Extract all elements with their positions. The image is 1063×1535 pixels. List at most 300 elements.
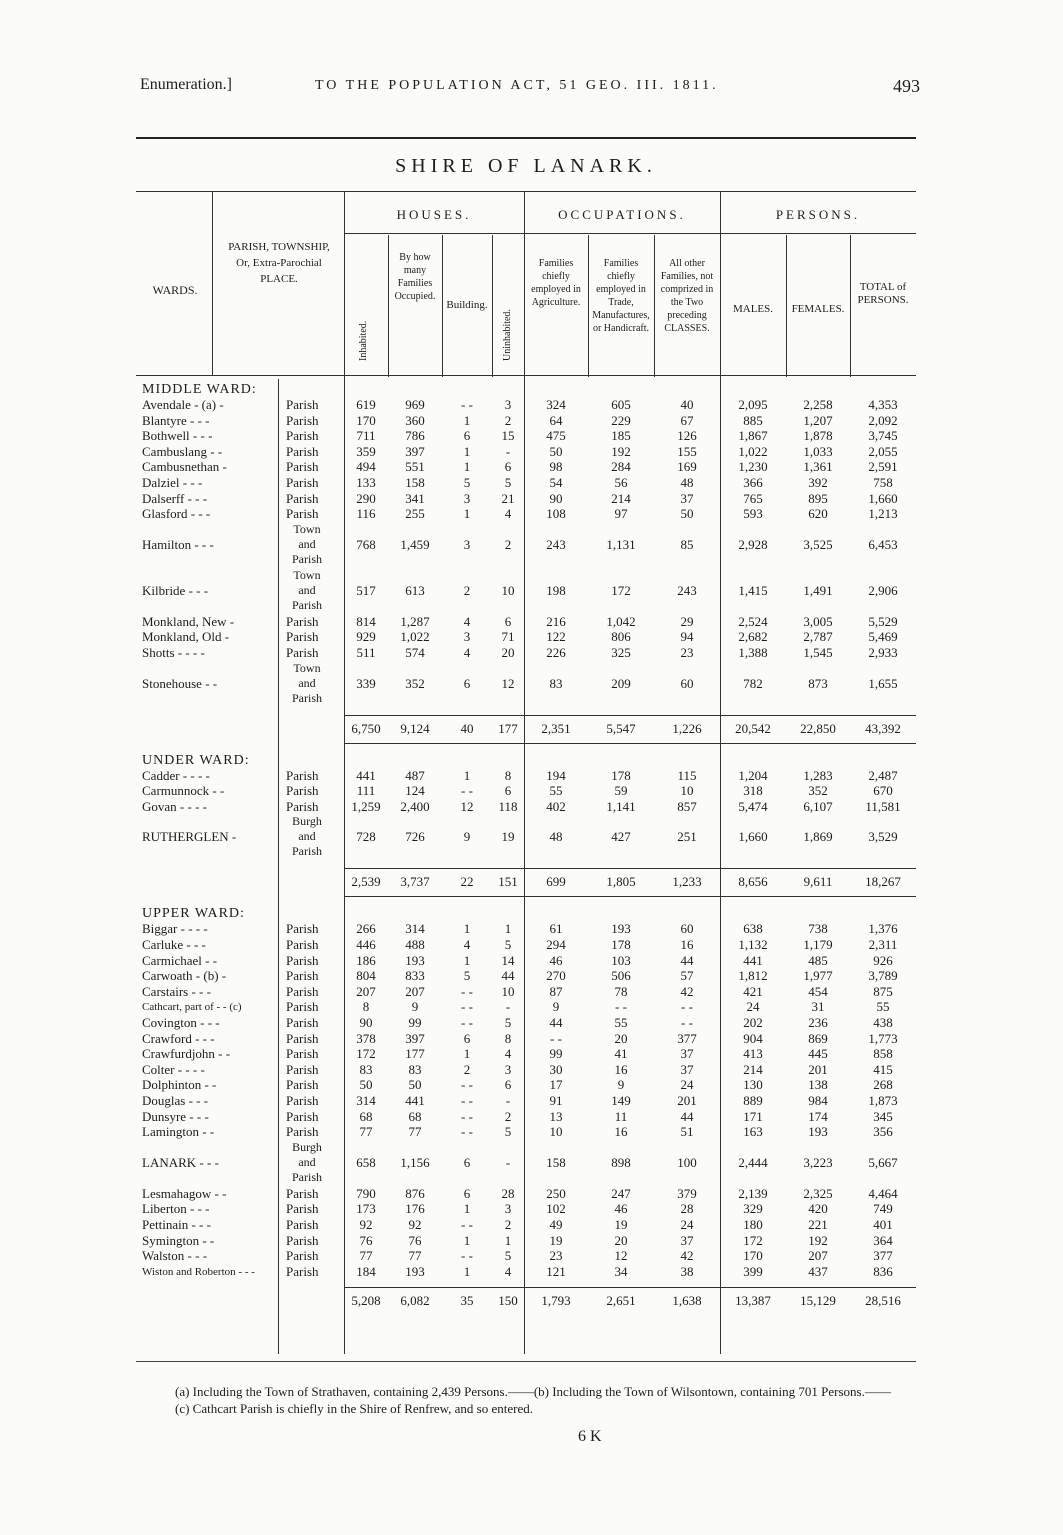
agriculture-cell: 198 [546, 582, 566, 598]
place-type: Parish [286, 952, 319, 968]
other-total: 1,638 [672, 1293, 702, 1309]
trade-cell: 1,141 [606, 798, 636, 814]
agriculture-cell: 49 [549, 1217, 563, 1232]
trade-cell: 209 [611, 675, 631, 691]
total-cell: 5,529 [868, 613, 898, 629]
families-cell: 77 [408, 1124, 422, 1140]
inhabited-cell: 172 [356, 1046, 376, 1062]
trade-cell: 284 [611, 459, 631, 475]
trade-cell: 1,042 [606, 613, 636, 629]
other-cell: 857 [677, 798, 697, 814]
other-cell: 379 [677, 1185, 697, 1201]
males-cell: 329 [743, 1201, 763, 1217]
uninhabited-cell: - [505, 999, 511, 1015]
males-cell: 399 [743, 1263, 763, 1279]
building-cell: - - [461, 397, 473, 412]
total-cell: 2,092 [868, 412, 898, 428]
building-cell: 1 [463, 412, 471, 428]
building-cell: 1 [463, 506, 471, 522]
agriculture-cell: 9 [552, 999, 560, 1015]
inhabited-header: Inhabited. [358, 320, 369, 361]
families-cell: 1,287 [400, 613, 430, 629]
place-type: Parish [286, 1185, 319, 1201]
uninhabited-cell: 15 [501, 428, 515, 444]
families-cell: 786 [405, 428, 425, 444]
table-row [136, 1186, 916, 1202]
males-cell: 441 [743, 952, 763, 968]
agriculture-cell: 50 [549, 443, 563, 459]
agriculture-cell: 30 [549, 1061, 563, 1077]
inhabited-cell: 711 [356, 428, 376, 444]
place-name: Monkland, New - [142, 613, 235, 629]
agriculture-cell: 216 [546, 613, 566, 629]
other-cell: 243 [677, 582, 697, 598]
males-total: 13,387 [735, 1293, 771, 1309]
building-cell: - - [461, 1077, 473, 1093]
building-cell: 6 [463, 1030, 471, 1046]
families-cell: 255 [405, 506, 425, 522]
agriculture-cell: 13 [549, 1108, 563, 1124]
trade-cell: 325 [611, 645, 631, 660]
uninhabited-cell: - [505, 1154, 511, 1170]
families-header: By how many Families Occupied. [394, 252, 436, 302]
agriculture-cell: 17 [549, 1077, 563, 1093]
building-cell: 3 [463, 536, 471, 552]
place-type: Parish [286, 999, 319, 1015]
females-cell: 1,878 [803, 428, 833, 444]
inhabited-cell: 441 [356, 767, 376, 783]
inhabited-cell: 339 [356, 675, 376, 691]
header-rule [136, 375, 916, 376]
agriculture-cell: 83 [549, 675, 563, 691]
trade-total: 5,547 [606, 720, 636, 736]
agriculture-cell: 98 [549, 459, 563, 475]
uninhabited-cell: 5 [504, 1124, 512, 1140]
inhabited-cell: 76 [359, 1232, 373, 1248]
inhabited-cell: 92 [359, 1217, 373, 1232]
total-cell: 345 [873, 1108, 893, 1124]
inhabited-cell: 207 [356, 983, 376, 999]
building-cell: 5 [463, 475, 471, 490]
total-cell: 1,213 [868, 506, 898, 522]
trade-total: 2,651 [606, 1293, 636, 1309]
males-cell: 180 [743, 1217, 763, 1232]
females-total: 15,129 [800, 1293, 836, 1309]
uninhabited-cell: 71 [501, 629, 515, 645]
place-type: Parish [286, 397, 319, 412]
families-cell: 9 [411, 999, 419, 1015]
other-cell: 48 [680, 475, 694, 490]
families-cell: 397 [405, 1030, 425, 1046]
trade-cell: 605 [611, 397, 631, 412]
building-total: 35 [460, 1293, 474, 1309]
col-line [588, 235, 589, 377]
females-cell: 869 [808, 1030, 828, 1046]
males-cell: 889 [743, 1093, 763, 1108]
trade-cell: 16 [614, 1124, 628, 1140]
males-cell: 782 [743, 675, 763, 691]
other-cell: 28 [680, 1201, 694, 1217]
trade-cell: 55 [614, 1015, 628, 1030]
other-total: 1,226 [672, 720, 702, 736]
trade-cell: 34 [614, 1263, 628, 1279]
males-cell: 214 [743, 1061, 763, 1077]
females-cell: 6,107 [803, 798, 833, 814]
females-cell: 392 [808, 475, 828, 490]
trade-cell: - - [615, 999, 627, 1015]
families-cell: 176 [405, 1201, 425, 1217]
building-cell: - - [461, 1124, 473, 1140]
females-cell: 201 [808, 1061, 828, 1077]
table-row [136, 1031, 916, 1047]
total-cell: 5,469 [868, 629, 898, 645]
trade-cell: 178 [611, 937, 631, 952]
page-number: 493 [893, 76, 920, 96]
trade-cell: 172 [611, 582, 631, 598]
other-cell: 60 [680, 675, 694, 691]
trade-cell: 427 [611, 829, 631, 845]
table-row [136, 1046, 916, 1062]
uninhabited-cell: 28 [501, 1185, 515, 1201]
place-name: Shotts - - - - [142, 645, 205, 660]
agriculture-cell: 23 [549, 1248, 563, 1264]
wards-header: WARDS. [152, 283, 198, 297]
families-cell: 833 [405, 968, 425, 984]
uninhabited-cell: 5 [504, 475, 512, 490]
building-total: 40 [460, 720, 474, 736]
other-cell: 50 [680, 506, 694, 522]
families-total: 3,737 [400, 874, 430, 890]
other-cell: - - [681, 1015, 693, 1030]
females-header: FEMALES. [791, 303, 845, 315]
building-cell: 2 [463, 1061, 471, 1077]
place-type: Parish [286, 983, 319, 999]
agriculture-cell: 61 [549, 921, 563, 937]
table-row [136, 1201, 916, 1217]
place-name: Carluke - - - [142, 937, 206, 952]
place-name: Hamilton - - - [142, 536, 214, 552]
place-name: Cathcart, part of - - (c) [142, 1001, 242, 1014]
place-type: Parish [286, 1124, 319, 1140]
inhabited-cell: 804 [356, 968, 376, 984]
total-cell: 858 [873, 1046, 893, 1062]
males-cell: 885 [743, 412, 763, 428]
males-cell: 171 [743, 1108, 763, 1124]
trade-cell: 12 [614, 1248, 628, 1264]
males-header: MALES. [732, 303, 774, 315]
table-row [136, 799, 916, 815]
males-cell: 593 [743, 506, 763, 522]
building-cell: - - [461, 1093, 473, 1108]
females-cell: 1,179 [803, 937, 833, 952]
females-cell: 236 [808, 1015, 828, 1030]
place-type: Parish [286, 645, 319, 660]
families-cell: 441 [405, 1093, 425, 1108]
table-row [136, 614, 916, 630]
place-name: Monkland, Old - [142, 629, 230, 645]
agriculture-cell: 324 [546, 397, 566, 412]
females-cell: 895 [808, 490, 828, 506]
total-cell: 1,873 [868, 1093, 898, 1108]
place-type: Town and Parish [292, 521, 322, 566]
table-title: SHIRE OF LANARK. [395, 155, 657, 177]
other-cell: 67 [680, 412, 694, 428]
males-cell: 1,415 [738, 582, 768, 598]
uninhabited-cell: 3 [504, 1201, 512, 1217]
section-rule [344, 1287, 916, 1288]
total-total: 18,267 [865, 874, 901, 890]
place-type: Parish [286, 613, 319, 629]
building-cell: - - [461, 1108, 473, 1124]
males-cell: 2,095 [738, 397, 768, 412]
trade-total: 1,805 [606, 874, 636, 890]
total-row [136, 1293, 916, 1309]
col-line [654, 235, 655, 377]
place-name: Carmunnock - - [142, 783, 225, 799]
other-cell: 10 [680, 783, 694, 799]
table-row [136, 1248, 916, 1264]
place-name: Govan - - - - [142, 798, 207, 814]
total-cell: 268 [873, 1077, 893, 1093]
inhabited-cell: 170 [356, 412, 376, 428]
inhabited-cell: 378 [356, 1030, 376, 1046]
inhabited-cell: 77 [359, 1248, 373, 1264]
place-type: Parish [286, 1061, 319, 1077]
place-type: Parish [286, 1108, 319, 1124]
males-cell: 1,388 [738, 645, 768, 660]
trade-cell: 78 [614, 983, 628, 999]
col-line [850, 235, 851, 377]
males-cell: 765 [743, 490, 763, 506]
families-cell: 314 [405, 921, 425, 937]
section-rule [344, 743, 916, 744]
males-cell: 2,682 [738, 629, 768, 645]
agriculture-cell: 243 [546, 536, 566, 552]
building-cell: 1 [463, 1201, 471, 1217]
table-row [136, 506, 916, 522]
table-row [136, 1233, 916, 1249]
building-cell: - - [461, 783, 473, 799]
females-cell: 1,491 [803, 582, 833, 598]
males-cell: 1,230 [738, 459, 768, 475]
place-name: Walston - - - [142, 1248, 208, 1264]
table-row [136, 428, 916, 444]
trade-cell: 103 [611, 952, 631, 968]
uninhabited-cell: 2 [504, 412, 512, 428]
trade-cell: 19 [614, 1217, 628, 1232]
place-type: Parish [286, 1077, 319, 1093]
col-line [786, 235, 787, 377]
trade-cell: 46 [614, 1201, 628, 1217]
females-cell: 1,545 [803, 645, 833, 660]
inhabited-cell: 50 [359, 1077, 373, 1093]
col-line [442, 235, 443, 377]
uninhabited-cell: 1 [504, 1232, 512, 1248]
table-row [136, 459, 916, 475]
place-name: Dalserff - - - [142, 490, 208, 506]
agriculture-cell: 10 [549, 1124, 563, 1140]
other-cell: 37 [680, 1232, 694, 1248]
table-row [136, 999, 916, 1015]
table-row [136, 814, 916, 860]
females-cell: 31 [811, 999, 825, 1015]
females-cell: 207 [808, 1248, 828, 1264]
uninhabited-cell: 20 [501, 645, 515, 660]
section-rule [344, 896, 916, 897]
place-type: Parish [286, 798, 319, 814]
families-cell: 574 [405, 645, 425, 660]
other-cell: 29 [680, 613, 694, 629]
other-cell: 155 [677, 443, 697, 459]
total-cell: 11,581 [865, 798, 901, 814]
building-cell: 1 [463, 459, 471, 475]
families-cell: 77 [408, 1248, 422, 1264]
males-cell: 5,474 [738, 798, 768, 814]
agriculture-cell: 19 [549, 1232, 563, 1248]
table-row [136, 1217, 916, 1233]
total-total: 43,392 [865, 720, 901, 736]
agriculture-cell: 91 [549, 1093, 563, 1108]
families-cell: 1,156 [400, 1154, 430, 1170]
families-cell: 193 [405, 1263, 425, 1279]
uninhabited-cell: 4 [504, 506, 512, 522]
females-cell: 1,283 [803, 767, 833, 783]
males-cell: 130 [743, 1077, 763, 1093]
females-cell: 2,787 [803, 629, 833, 645]
trade-cell: 59 [614, 783, 628, 799]
females-cell: 174 [808, 1108, 828, 1124]
table-row [136, 937, 916, 953]
place-name: Cambuslang - - [142, 443, 223, 459]
families-cell: 397 [405, 443, 425, 459]
other-cell: 94 [680, 629, 694, 645]
total-cell: 356 [873, 1124, 893, 1140]
families-cell: 341 [405, 490, 425, 506]
total-row [136, 874, 916, 890]
uninhabited-cell: 6 [504, 783, 512, 799]
agriculture-cell: 121 [546, 1263, 566, 1279]
inhabited-cell: 116 [356, 506, 376, 522]
building-cell: 1 [463, 952, 471, 968]
females-total: 9,611 [803, 874, 833, 890]
uninhabited-cell: 10 [501, 983, 515, 999]
uninhabited-cell: 3 [504, 1061, 512, 1077]
inhabited-cell: 173 [356, 1201, 376, 1217]
males-cell: 163 [743, 1124, 763, 1140]
agriculture-cell: 46 [549, 952, 563, 968]
other-cell: 85 [680, 536, 694, 552]
footnote: (a) Including the Town of Strathaven, containing 2,439 Persons.——(b) Including the Town of Wilsontown, containing 701 Persons.——(c) Cathcart Parish is chiefly in the Shire of Renfrew, and so entered. [175, 1384, 891, 1416]
table-row [136, 1109, 916, 1125]
place-name: Dunsyre - - - [142, 1108, 209, 1124]
other-cell: 16 [680, 937, 694, 952]
agriculture-total: 1,793 [541, 1293, 571, 1309]
other-cell: 377 [677, 1030, 697, 1046]
uninhabited-cell: - [505, 1093, 511, 1108]
trade-cell: 192 [611, 443, 631, 459]
table-row [136, 397, 916, 413]
families-cell: 352 [405, 675, 425, 691]
building-cell: 1 [463, 921, 471, 937]
agriculture-cell: 90 [549, 490, 563, 506]
inhabited-cell: 133 [356, 475, 376, 490]
females-cell: 3,223 [803, 1154, 833, 1170]
other-cell: 37 [680, 490, 694, 506]
occupations-group-header: OCCUPATIONS. [558, 207, 686, 222]
uninhabited-cell: 1 [504, 921, 512, 937]
place-type: Burgh and Parish [292, 814, 322, 859]
inhabited-cell: 446 [356, 937, 376, 952]
males-cell: 1,204 [738, 767, 768, 783]
inhabited-cell: 314 [356, 1093, 376, 1108]
inhabited-cell: 186 [356, 952, 376, 968]
other-cell: 37 [680, 1061, 694, 1077]
females-cell: 2,258 [803, 397, 833, 412]
place-header: PARISH, TOWNSHIP, Or, Extra-Parochial PLACE. [228, 241, 330, 285]
total-cell: 749 [873, 1201, 893, 1217]
place-name: Lamington - - [142, 1124, 215, 1140]
building-cell: - - [461, 999, 473, 1015]
place-type: Parish [286, 968, 319, 984]
uninhabited-cell: 19 [501, 829, 515, 845]
place-name: RUTHERGLEN - [142, 829, 237, 845]
section-rule [344, 868, 916, 869]
total-cell: 926 [873, 952, 893, 968]
females-cell: 2,325 [803, 1185, 833, 1201]
building-cell: - - [461, 1217, 473, 1232]
table-row [136, 413, 916, 429]
building-cell: 1 [463, 1046, 471, 1062]
families-cell: 1,459 [400, 536, 430, 552]
trade-header: Families chiefly employed in Trade, Manufactures, or Handicraft. [592, 258, 650, 334]
place-name: Carwoath - (b) - [142, 968, 227, 984]
building-cell: 1 [463, 443, 471, 459]
place-type: Parish [286, 1015, 319, 1030]
females-cell: 1,869 [803, 829, 833, 845]
trade-cell: 185 [611, 428, 631, 444]
table-row [136, 768, 916, 784]
families-cell: 726 [405, 829, 425, 845]
uninhabited-total: 150 [498, 1293, 518, 1309]
place-name: Crawfurdjohn - - [142, 1046, 231, 1062]
females-cell: 420 [808, 1201, 828, 1217]
total-header: TOTAL of PERSONS. [857, 281, 909, 306]
total-cell: 3,745 [868, 428, 898, 444]
males-cell: 1,660 [738, 829, 768, 845]
females-total: 22,850 [800, 720, 836, 736]
uninhabited-cell: 2 [504, 536, 512, 552]
females-cell: 193 [808, 1124, 828, 1140]
section-rule [344, 715, 916, 716]
other-total: 1,233 [672, 874, 702, 890]
other-cell: 40 [680, 397, 694, 412]
families-cell: 76 [408, 1232, 422, 1248]
building-header: Building. [446, 299, 488, 311]
place-type: Parish [286, 1217, 319, 1232]
agriculture-cell: 54 [549, 475, 563, 490]
other-cell: 38 [680, 1263, 694, 1279]
families-cell: 613 [405, 582, 425, 598]
group-rule [344, 233, 916, 234]
total-cell: 2,487 [868, 767, 898, 783]
males-cell: 2,524 [738, 613, 768, 629]
total-cell: 3,529 [868, 829, 898, 845]
table-row [136, 1015, 916, 1031]
table-row [136, 568, 916, 614]
uninhabited-cell: 6 [504, 459, 512, 475]
inhabited-cell: 511 [356, 645, 376, 660]
uninhabited-cell: 14 [501, 952, 515, 968]
